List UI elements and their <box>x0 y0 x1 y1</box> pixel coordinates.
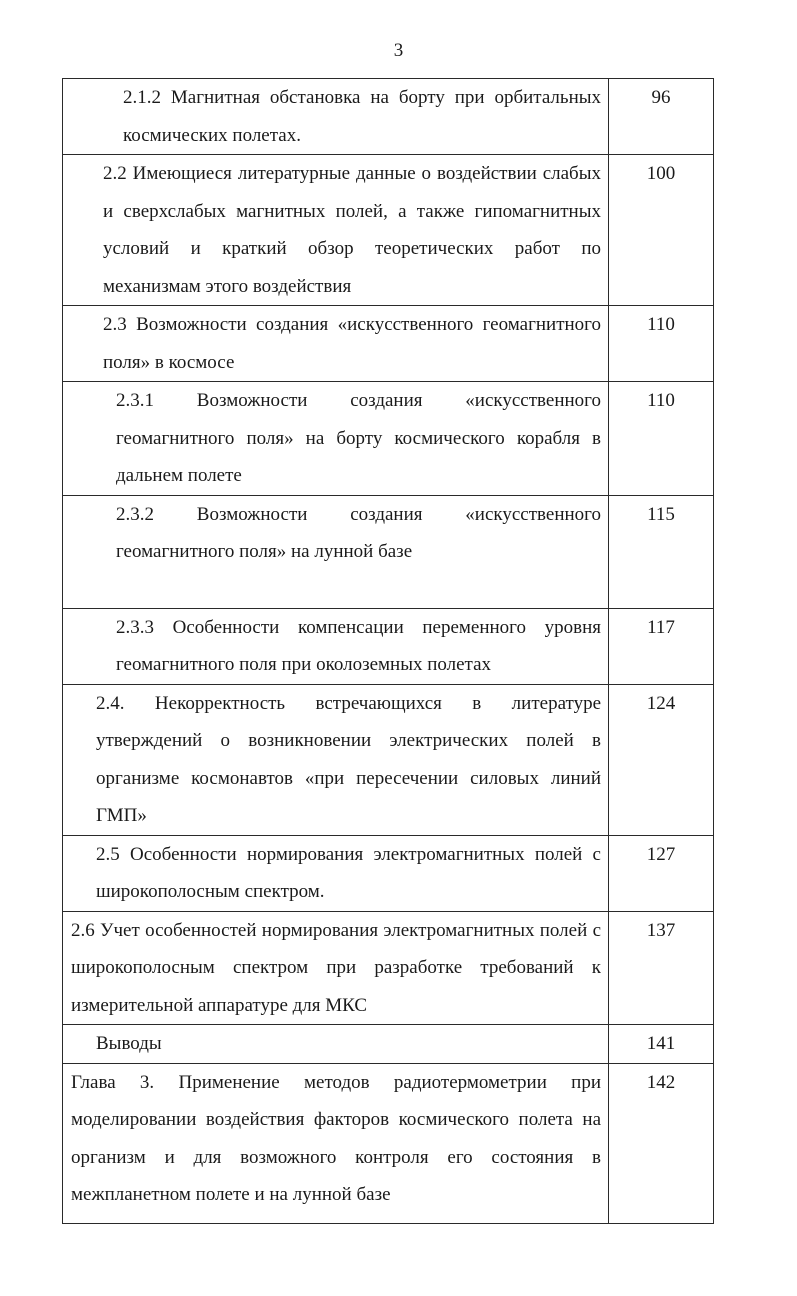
toc-row <box>63 306 714 382</box>
toc-entry-page: 137 <box>609 911 714 1025</box>
toc-entry-title <box>63 306 609 382</box>
toc-entry-text: 2.3.2 Возможности создания «искусственного геомагнитного поля» на лунной базе <box>116 503 601 562</box>
toc-row <box>63 835 714 911</box>
toc-entry-title <box>63 1025 609 1064</box>
toc-entry-text: 2.2 Имеющиеся литературные данные о воздействии слабых и сверхслабых магнитных полей, а также гипомагнитных условий и краткий обзор теоретических работ по механизмам этого воздействия <box>103 163 601 297</box>
toc-entry-title <box>63 911 609 1025</box>
toc-entry-title <box>63 155 609 306</box>
toc-entry-title <box>63 608 609 684</box>
toc-entry-text: Глава 3. Применение методов радиотермометрии при моделировании воздействия факторов космического полета на организм и для возможного контроля его состояния в межпланетном полете и на лунной базе <box>71 1071 601 1205</box>
toc-row <box>63 155 714 306</box>
toc-entry-page: 110 <box>609 306 714 382</box>
toc-entry-title <box>63 684 609 835</box>
table-of-contents <box>62 78 714 1224</box>
toc-row <box>63 495 714 608</box>
toc-entry-text: Выводы <box>96 1033 162 1054</box>
toc-entry-page: 117 <box>609 608 714 684</box>
toc-entry-page: 110 <box>609 382 714 496</box>
toc-entry-title <box>63 835 609 911</box>
toc-entry-page: 141 <box>609 1025 714 1064</box>
toc-row <box>63 911 714 1025</box>
toc-row <box>63 684 714 835</box>
toc-entry-text: 2.6 Учет особенностей нормирования электромагнитных полей с широкополосным спектром при разработке требований к измерительной аппаратуре для МКС <box>71 919 601 1016</box>
page-number: 3 <box>393 40 404 61</box>
toc-entry-text: 2.3.3 Особенности компенсации переменного уровня геомагнитного поля при околоземных полетах <box>116 616 601 675</box>
toc-entry-title <box>63 1063 609 1223</box>
toc-entry-page: 142 <box>609 1063 714 1223</box>
toc-entry-text: 2.3.1 Возможности создания «искусственного геомагнитного поля» на борту космического корабля в дальнем полете <box>116 390 601 486</box>
toc-entry-page: 100 <box>609 155 714 306</box>
toc-entry-page: 127 <box>609 835 714 911</box>
toc-entry-title <box>63 79 609 155</box>
toc-entry-text: 2.4. Некорректность встречающихся в литературе утверждений о возникновении электрических полей в организме космонавтов «при пересечении силовых линий ГМП» <box>96 692 601 826</box>
toc-entry-text: 2.3 Возможности создания «искусственного геомагнитного поля» в космосе <box>103 314 601 373</box>
toc-entry-page: 96 <box>609 79 714 155</box>
toc-entry-page: 124 <box>609 684 714 835</box>
toc-entry-page: 115 <box>609 495 714 608</box>
toc-row <box>63 79 714 155</box>
toc-row <box>63 1025 714 1064</box>
toc-row <box>63 1063 714 1223</box>
toc-row <box>63 382 714 496</box>
toc-entry-title <box>63 382 609 496</box>
toc-entry-text: 2.5 Особенности нормирования электромагнитных полей с широкополосным спектром. <box>96 843 601 902</box>
toc-row <box>63 608 714 684</box>
toc-entry-title <box>63 495 609 608</box>
toc-entry-text: 2.1.2 Магнитная обстановка на борту при орбитальных космических полетах. <box>123 87 601 146</box>
